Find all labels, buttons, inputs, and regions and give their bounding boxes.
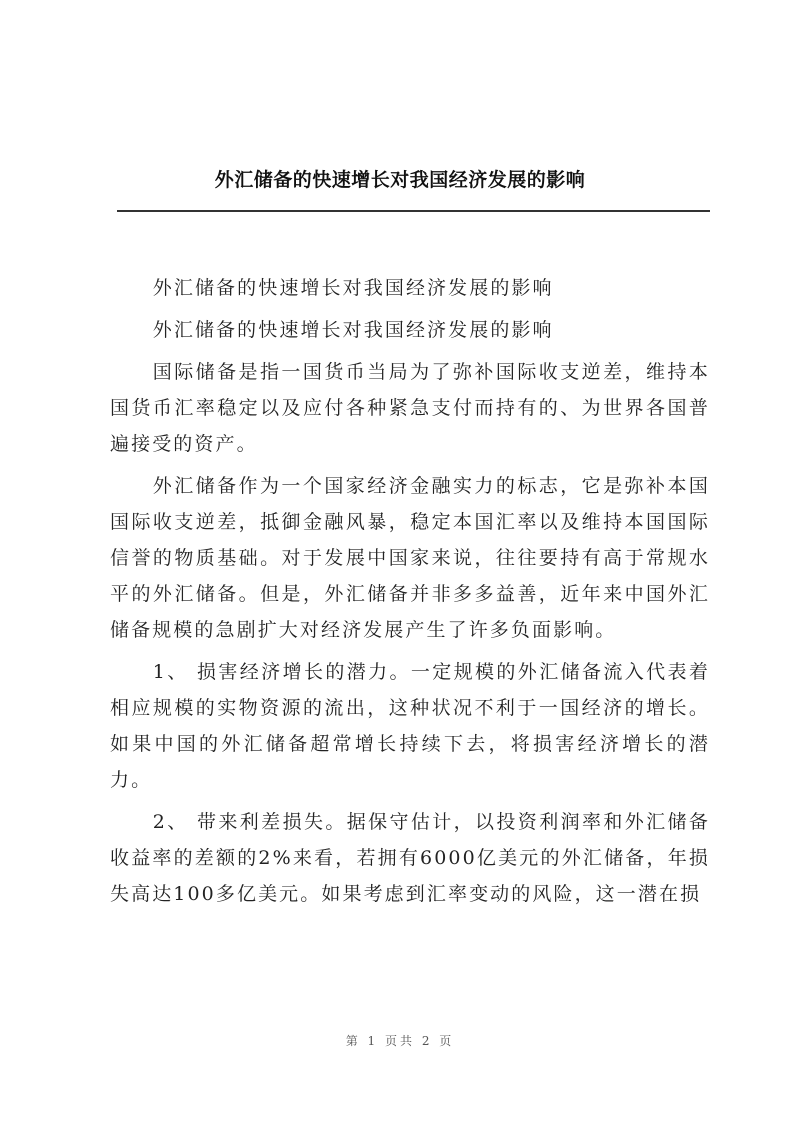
- document-title: 外汇储备的快速增长对我国经济发展的影响: [214, 169, 586, 191]
- paragraph-point-2: 2、 带来利差损失。据保守估计，以投资利润率和外汇储备收益率的差额的2%来看，若拥有6000亿美元的外汇储备，年损失高达100多亿美元。如果考虑到汇率变动的风险，这一潜在损: [110, 811, 710, 905]
- title-divider: [117, 210, 710, 212]
- document-body: [110, 270, 710, 918]
- paragraph-definition: 国际储备是指一国货币当局为了弥补国际收支逆差，维持本国货币汇率稳定以及应付各种紧急支付而持有的、为世界各国普遍接受的资产。: [110, 361, 710, 455]
- paragraph-point-1: 1、 损害经济增长的潜力。一定规模的外汇储备流入代表着相应规模的实物资源的流出，这种状况不利于一国经济的增长。如果中国的外汇储备超常增长持续下去，将损害经济增长的潜力。: [110, 661, 710, 791]
- paragraph-heading-2: 外汇储备的快速增长对我国经济发展的影响: [152, 319, 554, 341]
- paragraph-heading-1: 外汇储备的快速增长对我国经济发展的影响: [152, 277, 554, 299]
- page-number: 第 1 页共 2 页: [345, 1034, 455, 1048]
- paragraph-overview: 外汇储备作为一个国家经济金融实力的标志，它是弥补本国国际收支逆差，抵御金融风暴，稳定本国汇率以及维持本国国际信誉的物质基础。对于发展中国家来说，往往要持有高于常规水平的外汇储备。但是，外汇储备并非多多益善，近年来中国外汇储备规模的急剧扩大对经济发展产生了许多负面影响。: [110, 475, 710, 641]
